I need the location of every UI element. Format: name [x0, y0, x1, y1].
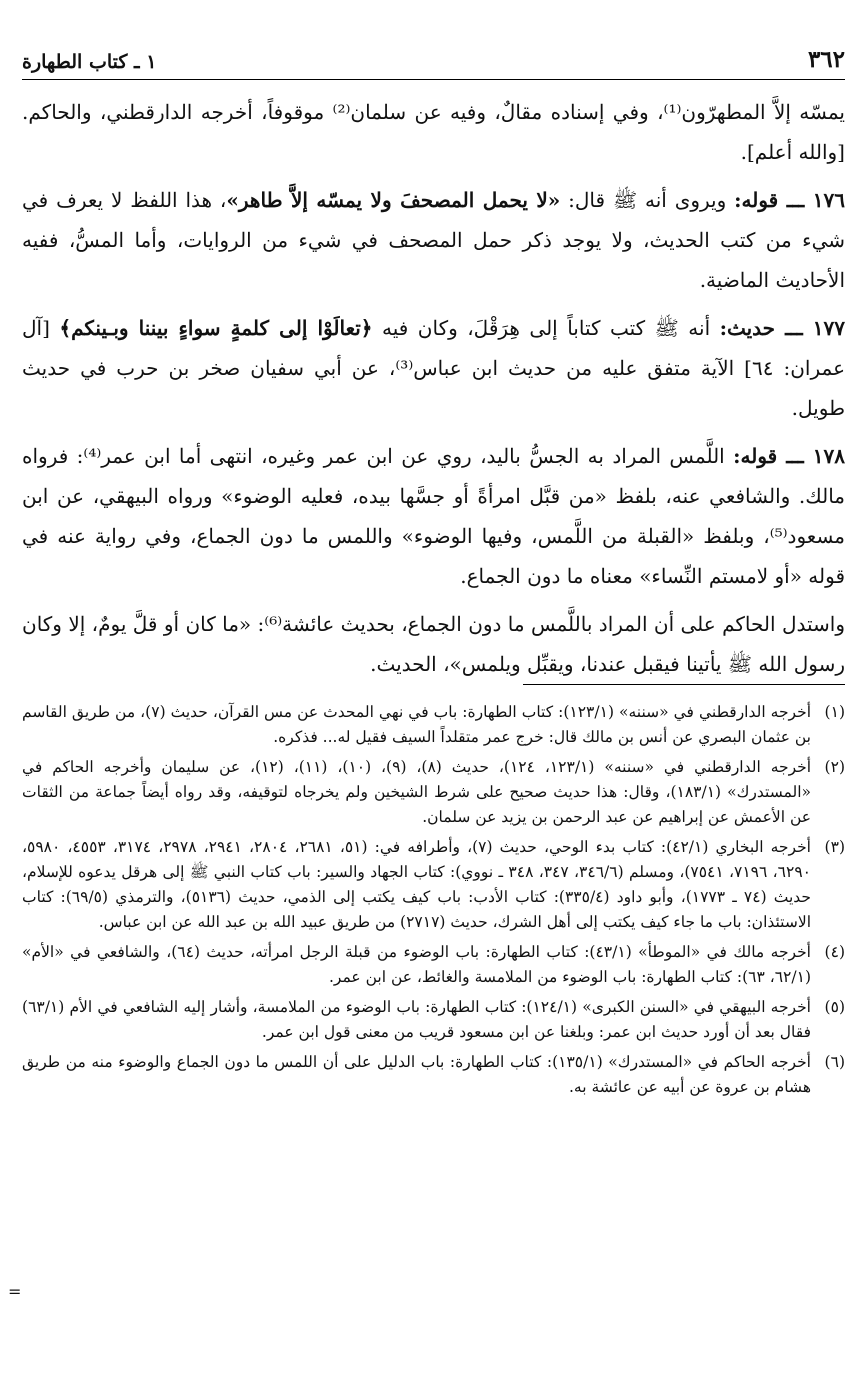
- main-text: [22, 92, 845, 684]
- margin-mark: =: [8, 1282, 22, 1301]
- footnote-text: أخرجه الدارقطني في «سننه» (١٢٣/١، ١٢٤)، حديث (٨)، (٩)، (١٠)، (١١)، (١٢)، عن سليمان وأخرجه الحاكم في «المستدرك» (١٨٣/١)، وقال: هذا حديث صحيح على شرط الشيخين ولم يخرجاه لتوقيفه، وقد رواه أيضاً جماعة من الثقات عن الأعمش عن إبراهيم عن عبد الرحمن بن يزيد عن سلمان.: [22, 758, 812, 826]
- entry-177-quote: ﴿تعالَوْا إلى كلمةٍ سواءٍ بيننا وبـينكم﴾: [59, 316, 373, 340]
- footnote-text: أخرجه مالك في «الموطأ» (٤٣/١): كتاب الطهارة: باب الوضوء من قبلة الرجل امرأته، حديث (٦٤)، والشافعي في «الأم» (٦٢/١، ٦٣): كتاب الطهارة: باب الوضوء من الملامسة والغائط، عن ابن عمر.: [22, 943, 811, 986]
- entry-177-lead: ١٧٧ ـــ حديث:: [719, 316, 845, 340]
- footnote-5: [22, 995, 845, 1045]
- entry-176-lead: ١٧٦ ـــ قوله:: [734, 188, 845, 212]
- footnote-number: (١): [824, 703, 845, 721]
- entry-178: [22, 436, 845, 596]
- entry-176-quote: «لا يحمل المصحفَ ولا يمسّه إلاَّ طاهر»: [226, 188, 561, 212]
- paragraph-continuation: يمسّه إلاَّ المطهرّون⁽¹⁾، وفي إسناده مقالٌ، وفيه عن سلمان⁽²⁾ موقوفاً، أخرجه الدارقطني، والحاكم. [والله أعلم].: [22, 100, 845, 164]
- entry-177-before: أنه ﷺ كتب كتاباً إلى هِرَقْلَ، وكان فيه: [372, 316, 720, 340]
- footnote-divider: [523, 684, 845, 685]
- footnote-text: أخرجه الدارقطني في «سننه» (١٢٣/١): كتاب الطهارة: باب في نهي المحدث عن مس القرآن، حديث (٧)، من طريق القاسم بن عثمان البصري عن أنس بن مالك قال: خرج عمر متقلداً السيف فقيل له... فذكره.: [22, 703, 812, 746]
- footnote-text: أخرجه الحاكم في «المستدرك» (١٣٥/١): كتاب الطهارة: باب الدليل على أن اللمس ما دون الجماع والوضوء منه من طريق هشام بن عروة عن أبيه عن عائشة به.: [22, 1053, 811, 1096]
- page-number: ٣٦٢: [807, 46, 845, 73]
- footnote-number: (٢): [824, 758, 845, 776]
- footnote-2: [22, 755, 845, 830]
- page-header: [22, 40, 845, 80]
- chapter-title: ١ ـ كتاب الطهارة: [22, 51, 157, 73]
- entry-178-lead: ١٧٨ ـــ قوله:: [733, 444, 845, 468]
- paragraph-final: واستدل الحاكم على أن المراد باللَّمس ما دون الجماع، بحديث عائشة⁽⁶⁾: «ما كان أو قلَّ يومٌ، إلا وكان رسول الله ﷺ يأتينا فيقبل عندنا، ويقبِّل ويلمس»، الحديث.: [22, 612, 845, 676]
- entry-177: [22, 308, 845, 428]
- footnote-6: [22, 1050, 845, 1100]
- footnote-number: (٤): [824, 943, 845, 961]
- entry-176: [22, 180, 845, 300]
- entry-176-after: ، هذا اللفظ لا يعرف في شيء من كتب الحديث، ولا يوجد ذكر حمل المصحف في شيء من الروايات، وأما المسُّ، ففيه الأحاديث الماضية.: [22, 188, 845, 292]
- footnote-3: [22, 835, 845, 935]
- footnote-number: (٣): [824, 838, 845, 856]
- footnote-number: (٥): [824, 998, 845, 1016]
- footnote-text: أخرجه البيهقي في «السنن الكبرى» (١٢٤/١): كتاب الطهارة: باب الوضوء من الملامسة، وأشار إليه الشافعي في الأم (٦٣/١) فقال بعد أن أورد حديث ابن عمر: وبلغنا عن ابن مسعود قريب من معنى قول ابن عمر.: [22, 998, 811, 1041]
- footnote-text: أخرجه البخاري (٤٢/١): كتاب بدء الوحي، حديث (٧)، وأطرافه في: (٥١، ٢٦٨١، ٢٨٠٤، ٢٩٤١، ٢٩٧٨، ٣١٧٤، ٤٥٥٣، ٥٩٨٠، ٦٢٩٠، ٧١٩٦، ٧٥٤١)، ومسلم (٣٤٦/٦، ٣٤٧، ٣٤٨ ـ نووي): كتاب الجهاد والسير: باب كتاب النبي ﷺ إلى هرقل يدعوه للإسلام، حديث (٧٤ ـ ١٧٧٣)، وأبو داود (٣٣٥/٤): كتاب الأدب: باب كيف يكتب إلى الذمي، حديث (٥١٣٦)، والترمذي (٦٩/٥): كتاب الاستئذان: باب ما جاء كيف يكتب إلى أهل الشرك، حديث (٢٧١٧) من طريق عبيد الله بن عبد الله عن ابن عباس.: [22, 838, 812, 931]
- entry-177-after: [آل عمران: ٦٤] الآية متفق عليه من حديث ابن عباس⁽³⁾، عن أبي سفيان صخر بن حرب في حديث طويل.: [22, 316, 846, 420]
- entry-176-before: ويروى أنه ﷺ قال:: [560, 188, 735, 212]
- footnotes: [22, 700, 845, 1105]
- entry-178-text: اللَّمس المراد به الجسُّ باليد، روي عن ابن عمر وغيره، انتهى أما ابن عمر⁽⁴⁾: فرواه مالك. والشافعي عنه، بلفظ «من قبَّل امرأةً أو جسَّها بيده، فعليه الوضوء» ورواه البيهقي، عن ابن مسعود⁽⁵⁾، وبلفظ «القبلة من اللَّمس، وفيها الوضوء» واللمس ما دون الجماع، وفي رواية عنه في قوله «أو لامستم النِّساء» معناه ما دون الجماع.: [22, 444, 845, 588]
- footnote-4: [22, 940, 845, 990]
- footnote-1: [22, 700, 845, 750]
- footnote-number: (٦): [824, 1053, 845, 1071]
